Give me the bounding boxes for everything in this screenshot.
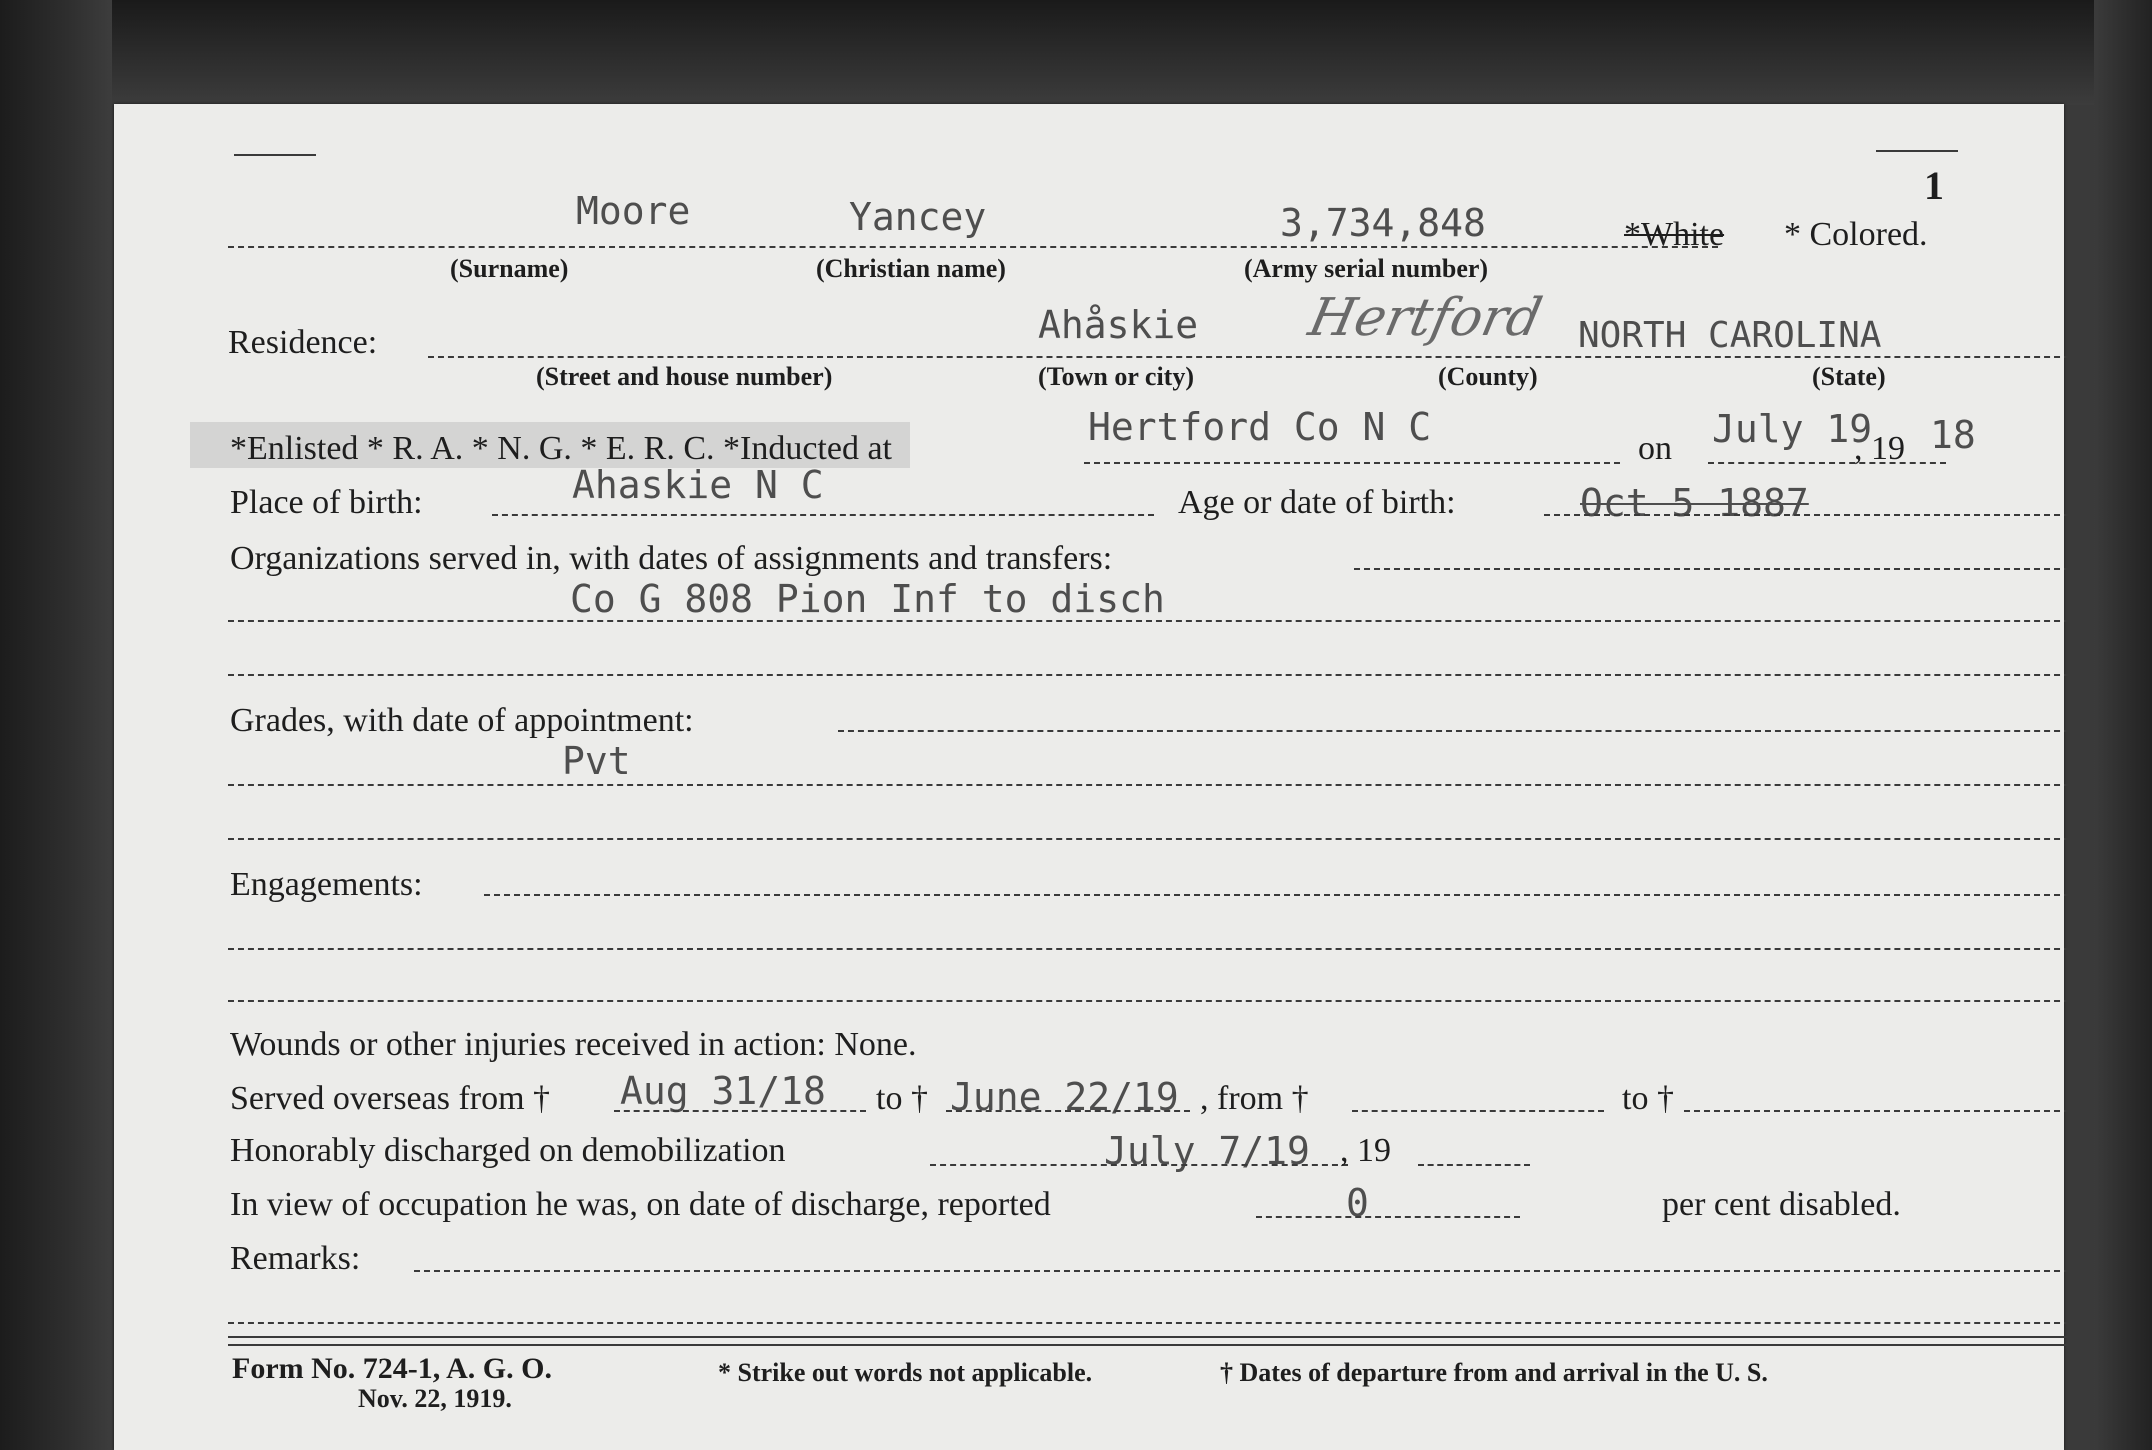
scan-background-left xyxy=(0,0,112,1450)
disability-value: 0 xyxy=(1346,1181,1369,1225)
overseas-to2-line xyxy=(1684,1110,2070,1112)
scan-background-right xyxy=(2094,0,2152,1450)
scan-background-top xyxy=(0,0,2152,105)
organizations-value: Co G 808 Pion Inf to disch xyxy=(570,577,1165,621)
discharge-year-line xyxy=(1418,1164,1530,1166)
overseas-to-value: June 22/19 xyxy=(950,1075,1179,1119)
surname-value: Moore xyxy=(576,189,691,233)
disability-label: In view of occupation he was, on date of discharge, reported xyxy=(230,1186,1051,1223)
inducted-at-value: Hertford Co N C xyxy=(1088,405,1432,449)
overseas-from2-label: , from † xyxy=(1200,1080,1309,1117)
discharge-line xyxy=(930,1164,1348,1166)
card-number: 1 xyxy=(1924,163,1944,208)
grades-label: Grades, with date of appointment: xyxy=(230,702,694,739)
induction-date-value: July 19 xyxy=(1712,407,1873,451)
corner-mark-right xyxy=(1876,150,1958,152)
residence-county-handwritten: Hertford xyxy=(1303,288,1547,348)
grades-line-1 xyxy=(838,730,2070,732)
remarks-line-2 xyxy=(228,1322,2070,1324)
organizations-line-2 xyxy=(228,620,2070,622)
remarks-line-1 xyxy=(414,1270,2070,1272)
disability-suffix: per cent disabled. xyxy=(1662,1186,1901,1223)
overseas-from-value: Aug 31/18 xyxy=(620,1069,826,1113)
overseas-from-line xyxy=(614,1110,866,1112)
engagements-label: Engagements: xyxy=(230,866,423,903)
overseas-from2-line xyxy=(1352,1110,1604,1112)
age-label: Age or date of birth: xyxy=(1178,484,1456,521)
form-date: Nov. 22, 1919. xyxy=(358,1384,512,1413)
disability-line xyxy=(1256,1216,1520,1218)
induction-year-prefix: , 19 xyxy=(1854,430,1905,467)
grades-line-3 xyxy=(228,838,2070,840)
induction-date-line xyxy=(1708,462,1946,464)
wounds-label: Wounds or other injuries received in action: None. xyxy=(230,1026,917,1063)
race-colored-option: * Colored. xyxy=(1784,216,1928,253)
corner-mark-left xyxy=(234,154,316,156)
place-of-birth-value: Ahaskie N C xyxy=(572,463,824,507)
grades-line-2 xyxy=(228,784,2070,786)
place-of-birth-line xyxy=(492,514,1154,516)
street-caption: (Street and house number) xyxy=(536,362,833,391)
discharge-value: July 7/19 xyxy=(1104,1129,1310,1173)
footer-rule-2 xyxy=(228,1344,2070,1346)
engagements-line-1 xyxy=(484,894,2070,896)
christian-name-value: Yancey xyxy=(849,195,987,239)
age-value: Oct 5 1887 xyxy=(1580,481,1809,525)
engagements-line-2 xyxy=(228,948,2070,950)
overseas-from-label: Served overseas from † xyxy=(230,1080,551,1117)
serial-number-caption: (Army serial number) xyxy=(1244,254,1489,283)
footer-rule-1 xyxy=(228,1336,2070,1338)
christian-name-caption: (Christian name) xyxy=(816,254,1006,283)
serial-number-value: 3,734,848 xyxy=(1280,201,1486,245)
place-of-birth-label: Place of birth: xyxy=(230,484,423,521)
surname-caption: (Surname) xyxy=(450,254,569,283)
race-white-option: *White xyxy=(1624,216,1725,253)
state-caption: (State) xyxy=(1812,362,1886,391)
discharge-label: Honorably discharged on demobilization xyxy=(230,1132,786,1169)
overseas-to-label: to † xyxy=(876,1080,928,1117)
residence-town-value: Ahåskie xyxy=(1038,303,1199,347)
overseas-to2-label: to † xyxy=(1622,1080,1674,1117)
induction-year-value: 18 xyxy=(1930,413,1976,457)
residence-label: Residence: xyxy=(228,324,378,361)
overseas-to-line xyxy=(946,1110,1190,1112)
note-strike-out: * Strike out words not applicable. xyxy=(718,1358,1093,1387)
note-dates: † Dates of departure from and arrival in the U. S. xyxy=(1220,1358,1768,1387)
residence-line xyxy=(428,356,2070,358)
county-caption: (County) xyxy=(1438,362,1538,391)
age-line xyxy=(1544,514,2070,516)
discharge-year-label: , 19 xyxy=(1340,1132,1391,1169)
inducted-at-line xyxy=(1084,462,1620,464)
town-caption: (Town or city) xyxy=(1038,362,1194,391)
service-record-card xyxy=(114,104,2064,1450)
organizations-line-3 xyxy=(228,674,2070,676)
form-number: Form No. 724-1, A. G. O. xyxy=(232,1352,552,1385)
enlistment-label: *Enlisted * R. A. * N. G. * E. R. C. *Inducted at xyxy=(230,430,893,467)
remarks-label: Remarks: xyxy=(230,1240,361,1277)
on-label: on xyxy=(1638,430,1672,467)
residence-state-value: NORTH CAROLINA xyxy=(1578,315,1882,356)
name-line xyxy=(228,246,1718,248)
grades-value: Pvt xyxy=(562,739,631,783)
engagements-line-3 xyxy=(228,1000,2070,1002)
organizations-label: Organizations served in, with dates of assignments and transfers: xyxy=(230,540,1113,577)
organizations-line-1 xyxy=(1354,568,2070,570)
